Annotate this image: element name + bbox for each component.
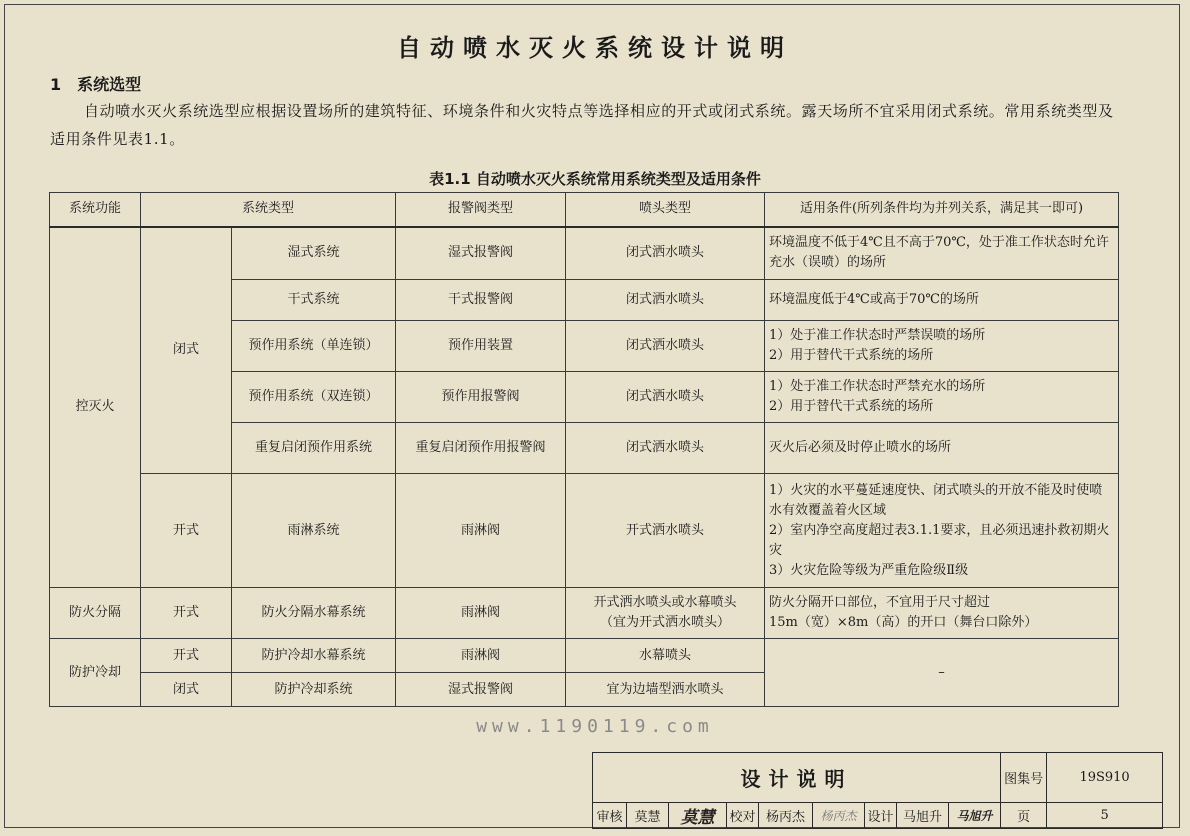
designer-name: 马旭升: [897, 803, 949, 829]
type-open: 开式: [141, 588, 232, 639]
intro-paragraph: 自动喷水灭火系统选型应根据设置场所的建筑特征、环境条件和火灾特点等选择相应的开式或闭式系统。露天场所不宜采用闭式系统。常用系统类型及适用条件见表1.1。: [50, 102, 1114, 148]
valve-cell: 湿式报警阀: [396, 227, 566, 280]
header-system-type: 系统类型: [141, 193, 396, 227]
system-types-table: [49, 192, 1119, 707]
valve-cell: 雨淋阀: [396, 639, 566, 673]
page-label: 页: [1001, 803, 1047, 829]
conditions-cell: –: [765, 639, 1119, 707]
conditions-cell: 环境温度不低于4℃且不高于70℃，处于准工作状态时允许充水（误喷）的场所: [765, 227, 1119, 280]
design-label: 设计: [865, 803, 897, 829]
nozzle-cell: 宜为边墙型洒水喷头: [566, 673, 765, 707]
atlas-number: 19S910: [1047, 753, 1163, 803]
valve-cell: 湿式报警阀: [396, 673, 566, 707]
header-nozzle-type: 喷头类型: [566, 193, 765, 227]
checker-signature-mark: 杨丙杰: [820, 809, 857, 823]
conditions-cell: [765, 372, 1119, 423]
table-row: [50, 227, 1119, 280]
drawing-title: 设计说明: [593, 753, 1001, 803]
valve-cell: 重复启闭预作用报警阀: [396, 423, 566, 474]
designer-signature: [949, 803, 1001, 829]
nozzle-cell: 开式洒水喷头: [566, 474, 765, 588]
condition-line: 3）火灾危险等级为严重危险级Ⅱ级: [769, 562, 969, 578]
system-cell: 雨淋系统: [232, 474, 396, 588]
condition-line: 1）火灾的水平蔓延速度快、闭式喷头的开放不能及时使喷水有效覆盖着火区域: [769, 482, 1103, 518]
nozzle-line: 开式洒水喷头或水幕喷头: [593, 595, 737, 610]
nozzle-cell: [566, 588, 765, 639]
condition-line: 2）用于替代干式系统的场所: [769, 348, 934, 363]
function-separation: 防火分隔: [50, 588, 141, 639]
valve-cell: 预作用报警阀: [396, 372, 566, 423]
condition-line: 防火分隔开口部位，不宜用于尺寸超过: [769, 595, 991, 610]
nozzle-line: （宜为开式洒水喷头）: [600, 615, 731, 630]
section-heading: [50, 72, 141, 95]
condition-line: 1）处于准工作状态时严禁误喷的场所: [769, 328, 986, 343]
system-cell: 干式系统: [232, 280, 396, 321]
header-valve-type: 报警阀类型: [396, 193, 566, 227]
header-conditions: 适用条件(所列条件均为并列关系，满足其一即可): [765, 193, 1119, 227]
function-control: 控灭火: [50, 227, 141, 588]
designer-signature-mark: 马旭升: [956, 809, 993, 823]
table-header-row: [50, 193, 1119, 227]
system-cell: 防火分隔水幕系统: [232, 588, 396, 639]
type-closed: 闭式: [141, 673, 232, 707]
system-cell: 预作用系统（单连锁）: [232, 321, 396, 372]
reviewer-name: 莫慧: [627, 803, 669, 829]
header-function: 系统功能: [50, 193, 141, 227]
valve-cell: 干式报警阀: [396, 280, 566, 321]
nozzle-cell: 闭式洒水喷头: [566, 280, 765, 321]
valve-cell: 雨淋阀: [396, 588, 566, 639]
system-cell: 重复启闭预作用系统: [232, 423, 396, 474]
system-cell: 防护冷却水幕系统: [232, 639, 396, 673]
system-cell: 防护冷却系统: [232, 673, 396, 707]
table-row: [50, 639, 1119, 673]
section-title: 系统选型: [77, 75, 142, 94]
checker-name: 杨丙杰: [759, 803, 813, 829]
condition-line: 15m（宽）×8m（高）的开口（舞台口除外）: [769, 615, 1038, 630]
page-number: 5: [1047, 803, 1163, 829]
watermark: www.1190119.com: [476, 716, 714, 737]
type-closed: 闭式: [141, 227, 232, 474]
check-label: 校对: [727, 803, 759, 829]
nozzle-cell: 闭式洒水喷头: [566, 321, 765, 372]
condition-line: 1）处于准工作状态时严禁充水的场所: [769, 379, 986, 394]
condition-line: 2）用于替代干式系统的场所: [769, 399, 934, 414]
conditions-cell: [765, 474, 1119, 588]
nozzle-cell: 闭式洒水喷头: [566, 423, 765, 474]
conditions-cell: 灭火后必须及时停止喷水的场所: [765, 423, 1119, 474]
conditions-cell: 环境温度低于4℃或高于70℃的场所: [765, 280, 1119, 321]
function-cooling: 防护冷却: [50, 639, 141, 707]
review-label: 审核: [593, 803, 627, 829]
system-cell: 湿式系统: [232, 227, 396, 280]
table-row: [50, 474, 1119, 588]
type-open: 开式: [141, 474, 232, 588]
reviewer-signature-mark: 莫慧: [680, 808, 715, 828]
page-title: 自动喷水灭火系统设计说明: [397, 33, 793, 62]
atlas-label: 图集号: [1001, 753, 1047, 803]
conditions-cell: [765, 588, 1119, 639]
valve-cell: 预作用装置: [396, 321, 566, 372]
condition-line: 2）室内净空高度超过表3.1.1要求，且必须迅速扑救初期火灾: [769, 522, 1110, 558]
nozzle-cell: 闭式洒水喷头: [566, 227, 765, 280]
table-caption: 表1.1 自动喷水灭火系统常用系统类型及适用条件: [429, 170, 761, 188]
nozzle-cell: 闭式洒水喷头: [566, 372, 765, 423]
table-row: [50, 588, 1119, 639]
nozzle-cell: 水幕喷头: [566, 639, 765, 673]
reviewer-signature: [669, 803, 727, 829]
valve-cell: 雨淋阀: [396, 474, 566, 588]
type-open: 开式: [141, 639, 232, 673]
checker-signature: [813, 803, 865, 829]
system-cell: 预作用系统（双连锁）: [232, 372, 396, 423]
section-number: 1: [50, 75, 62, 94]
conditions-cell: [765, 321, 1119, 372]
title-block: [592, 752, 1163, 829]
